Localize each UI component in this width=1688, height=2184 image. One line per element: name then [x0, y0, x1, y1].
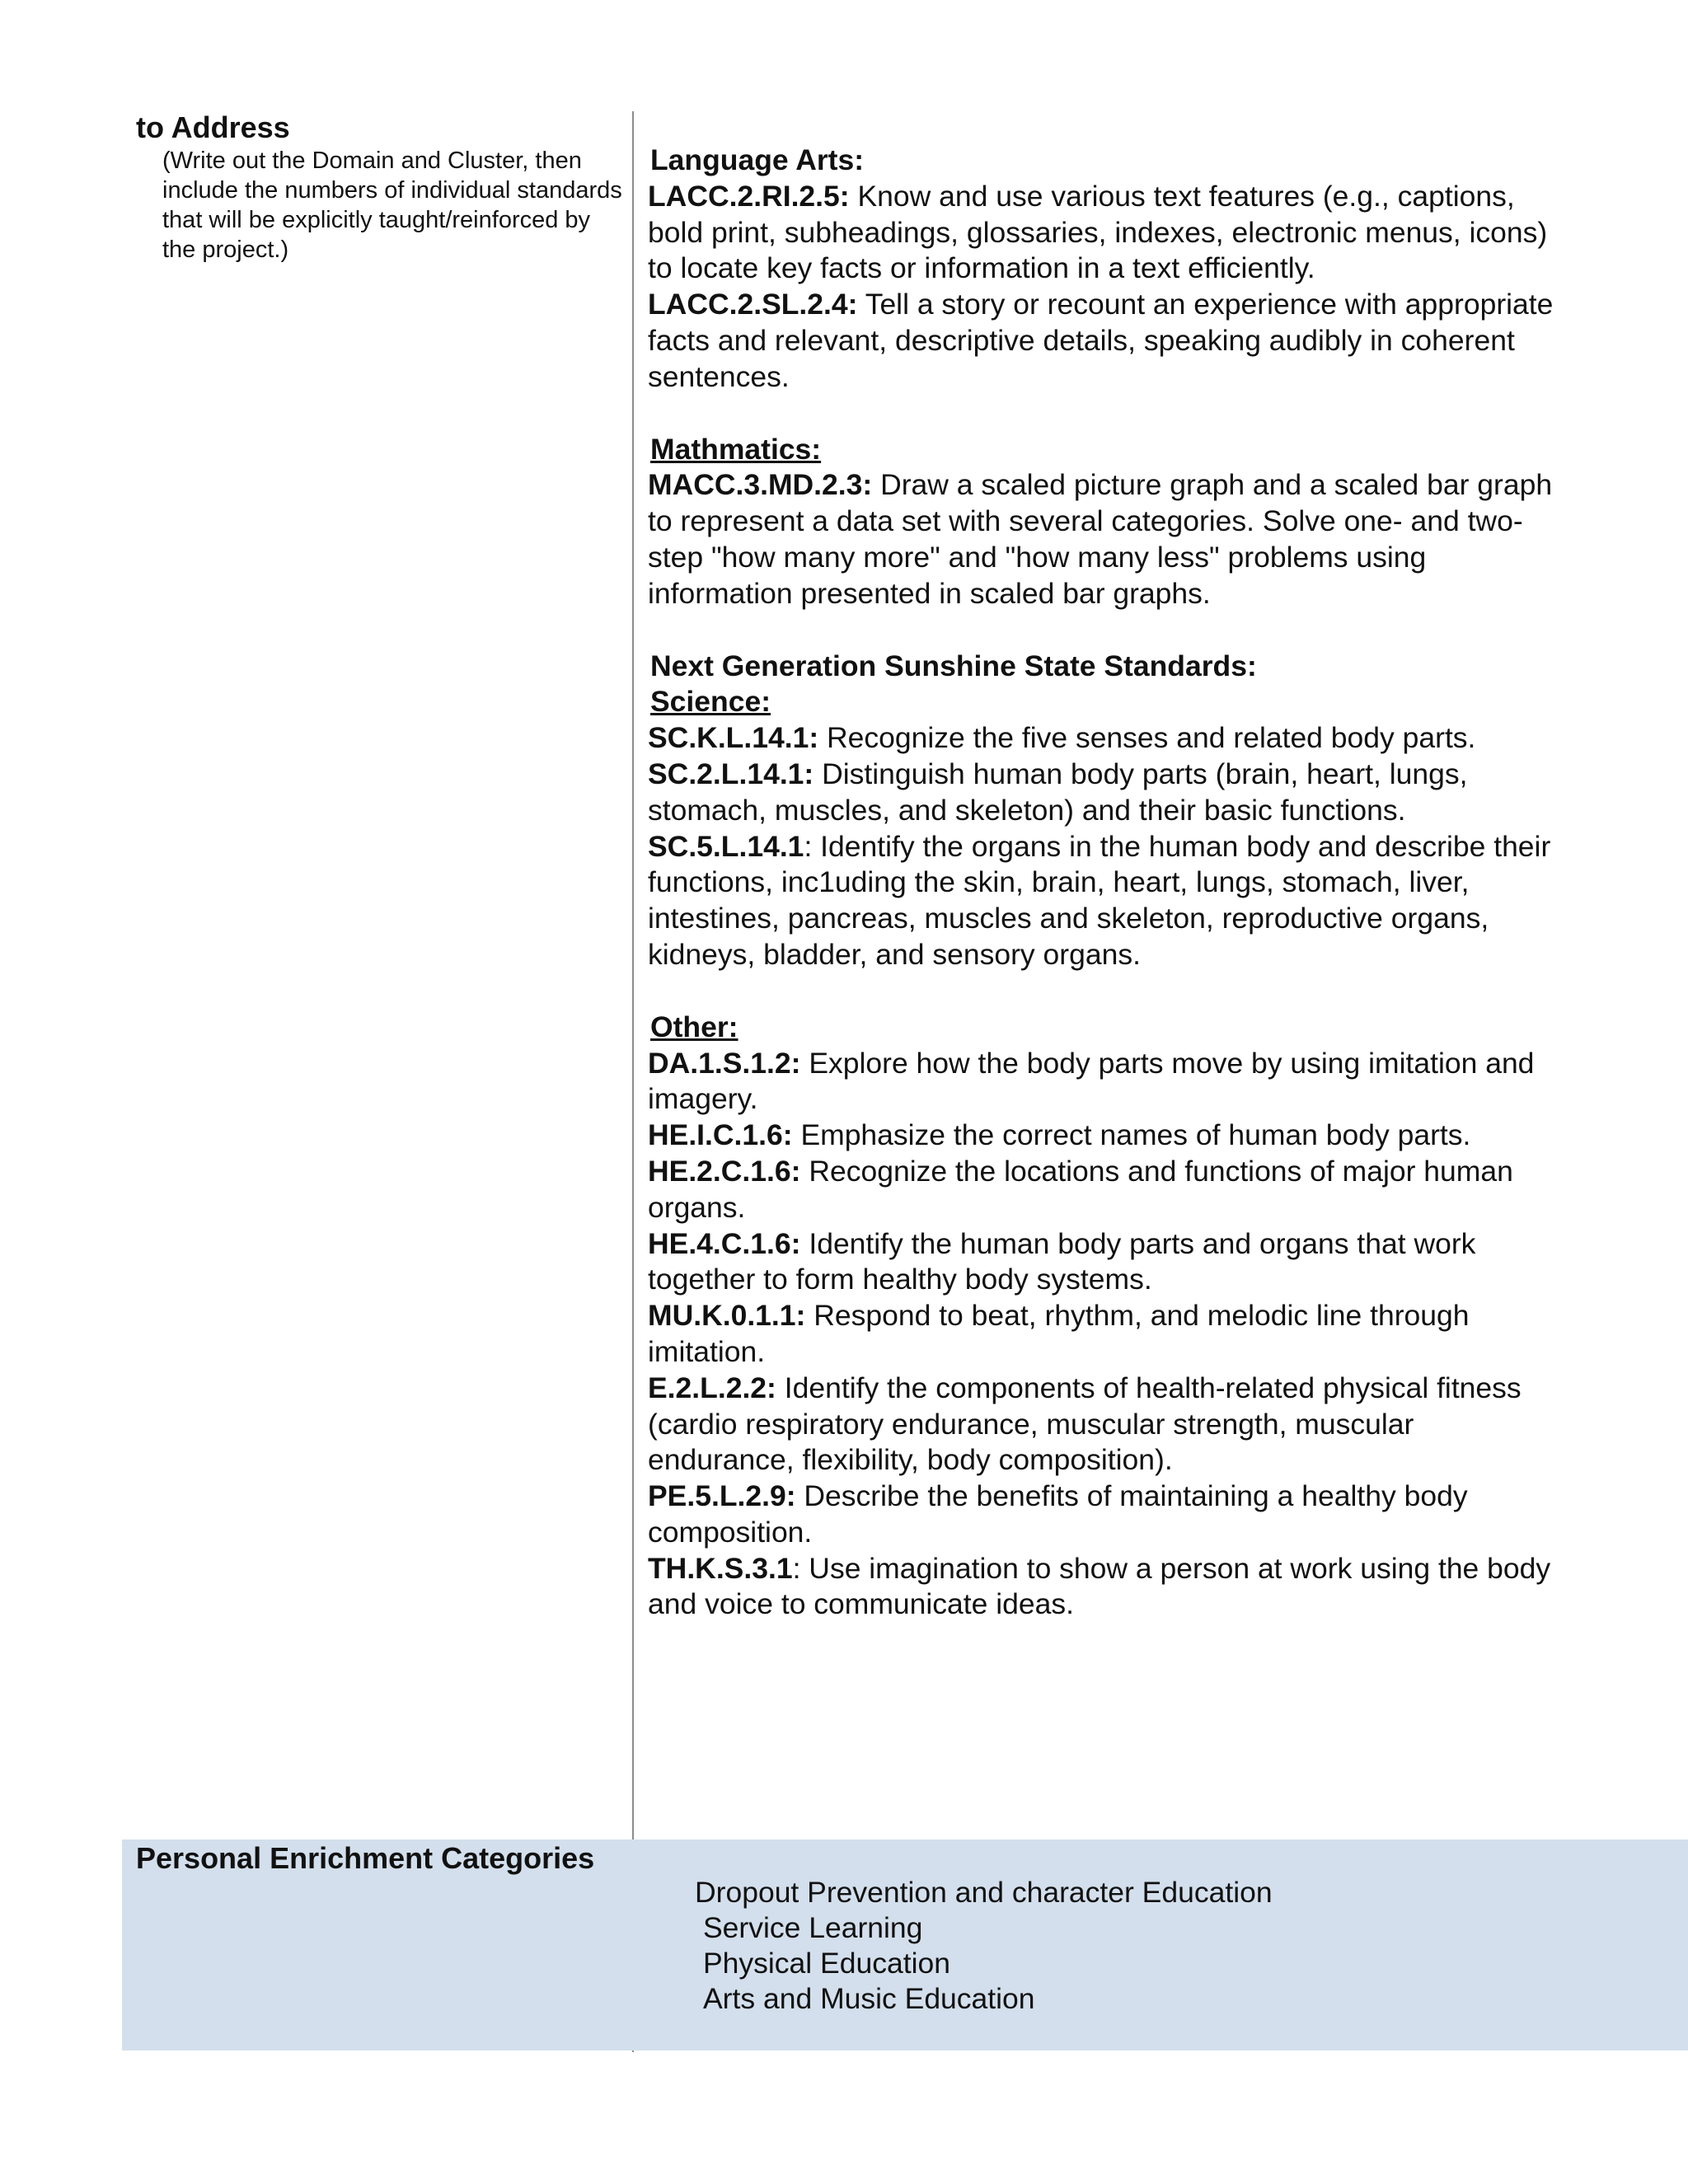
standard-item [648, 829, 1563, 973]
standard-item [648, 179, 1563, 287]
standard-text: Tell a story or recount an experience with appropriate facts and relevant, descriptive details, speaking audibly in coherent sentences. [648, 288, 1554, 393]
standard-text: Emphasize the correct names of human body parts. [792, 1118, 1471, 1152]
column-divider [632, 111, 634, 2052]
standard-text: : Use imagination to show a person at work using the body and voice to communicate ideas. [648, 1551, 1551, 1621]
standard-code: LACC.2.RI.2.5: [648, 179, 850, 213]
standard-text: Respond to beat, rhythm, and melodic line through imitation. [648, 1299, 1470, 1368]
standard-item [648, 1154, 1563, 1226]
section-heading-mathematics: Mathmatics: [650, 432, 822, 466]
standard-code: HE.I.C.1.6: [648, 1118, 793, 1152]
spacer [648, 612, 1563, 649]
enrichment-item: Service Learning [703, 1911, 923, 1944]
standard-item [648, 1371, 1563, 1479]
standard-code: SC.2.L.14.1: [648, 757, 814, 790]
standard-item [648, 1479, 1563, 1551]
standard-item [648, 1046, 1563, 1118]
enrichment-item: Physical Education [703, 1947, 950, 1980]
standard-code: E.2.L.2.2: [648, 1371, 776, 1404]
section-subheading-science: Science: [650, 685, 771, 719]
enrichment-row-title: Personal Enrichment Categories [136, 1841, 595, 1875]
standards-column [648, 143, 1563, 1623]
standard-item [648, 1551, 1563, 1624]
enrichment-item: Dropout Prevention and character Education [695, 1876, 1273, 1909]
standard-code: MACC.3.MD.2.3: [648, 468, 873, 502]
standard-item [648, 1226, 1563, 1299]
standard-code: SC.5.L.14.1 [648, 829, 804, 863]
section-heading-language-arts: Language Arts: [650, 143, 865, 176]
standard-text: : Identify the organs in the human body and describe their functions, inc1uding the skin, brain, heart, lungs, stomach, liver, intestines, pancreas, muscles and skeleton, reproductive organs, kidneys, bladder, and sensory organs. [648, 829, 1551, 971]
spacer [648, 396, 1563, 432]
standard-text: Draw a scaled picture graph and a scaled bar graph to represent a data set with several categories. Solve one- and two-step "how many more" and "how many less" problems using information presented in scaled bar graphs. [648, 468, 1553, 610]
standard-code: PE.5.L.2.9: [648, 1479, 796, 1513]
standard-item [648, 720, 1563, 757]
standard-code: HE.2.C.1.6: [648, 1154, 801, 1188]
standard-item [648, 1118, 1563, 1154]
standard-text: Explore how the body parts move by using imitation and imagery. [648, 1046, 1535, 1116]
row-label-title: to Address [136, 110, 290, 144]
standard-code: MU.K.0.1.1: [648, 1299, 806, 1333]
standard-text: Identify the components of health-related physical fitness (cardio respiratory endurance, muscular strength, muscular endurance, flexibility, body composition). [648, 1371, 1522, 1477]
standard-item [648, 287, 1563, 395]
row-label-note: (Write out the Domain and Cluster, then include the numbers of individual standards that will be explicitly taught/reinforced by the project.) [162, 148, 622, 263]
standard-text: Describe the benefits of maintaining a healthy body composition. [648, 1479, 1468, 1549]
standard-item [648, 1298, 1563, 1371]
standard-text: Distinguish human body parts (brain, heart, lungs, stomach, muscles, and skeleton) and their basic functions. [648, 757, 1468, 827]
standard-text: Recognize the locations and functions of major human organs. [648, 1154, 1513, 1224]
standard-text: Recognize the five senses and related body parts. [818, 721, 1476, 755]
standard-code: TH.K.S.3.1 [648, 1551, 793, 1585]
standard-code: SC.K.L.14.1: [648, 721, 819, 755]
enrichment-list [695, 1875, 1273, 2017]
spacer [648, 973, 1563, 1010]
standard-text: Know and use various text features (e.g., captions, bold print, subheadings, glossaries, indexes, electronic menus, icons) to locate key facts or information in a text efficiently. [648, 179, 1548, 285]
standard-item [648, 757, 1563, 829]
section-heading-ngsss: Next Generation Sunshine State Standards: [650, 649, 1257, 682]
standard-code: DA.1.S.1.2: [648, 1046, 801, 1080]
enrichment-item: Arts and Music Education [703, 1982, 1035, 2015]
standard-code: HE.4.C.1.6: [648, 1226, 801, 1260]
left-column [136, 110, 622, 265]
standard-item [648, 467, 1563, 612]
standard-text: Identify the human body parts and organs that work together to form healthy body systems. [648, 1226, 1476, 1296]
standard-code: LACC.2.SL.2.4: [648, 288, 858, 321]
section-heading-other: Other: [650, 1010, 738, 1043]
